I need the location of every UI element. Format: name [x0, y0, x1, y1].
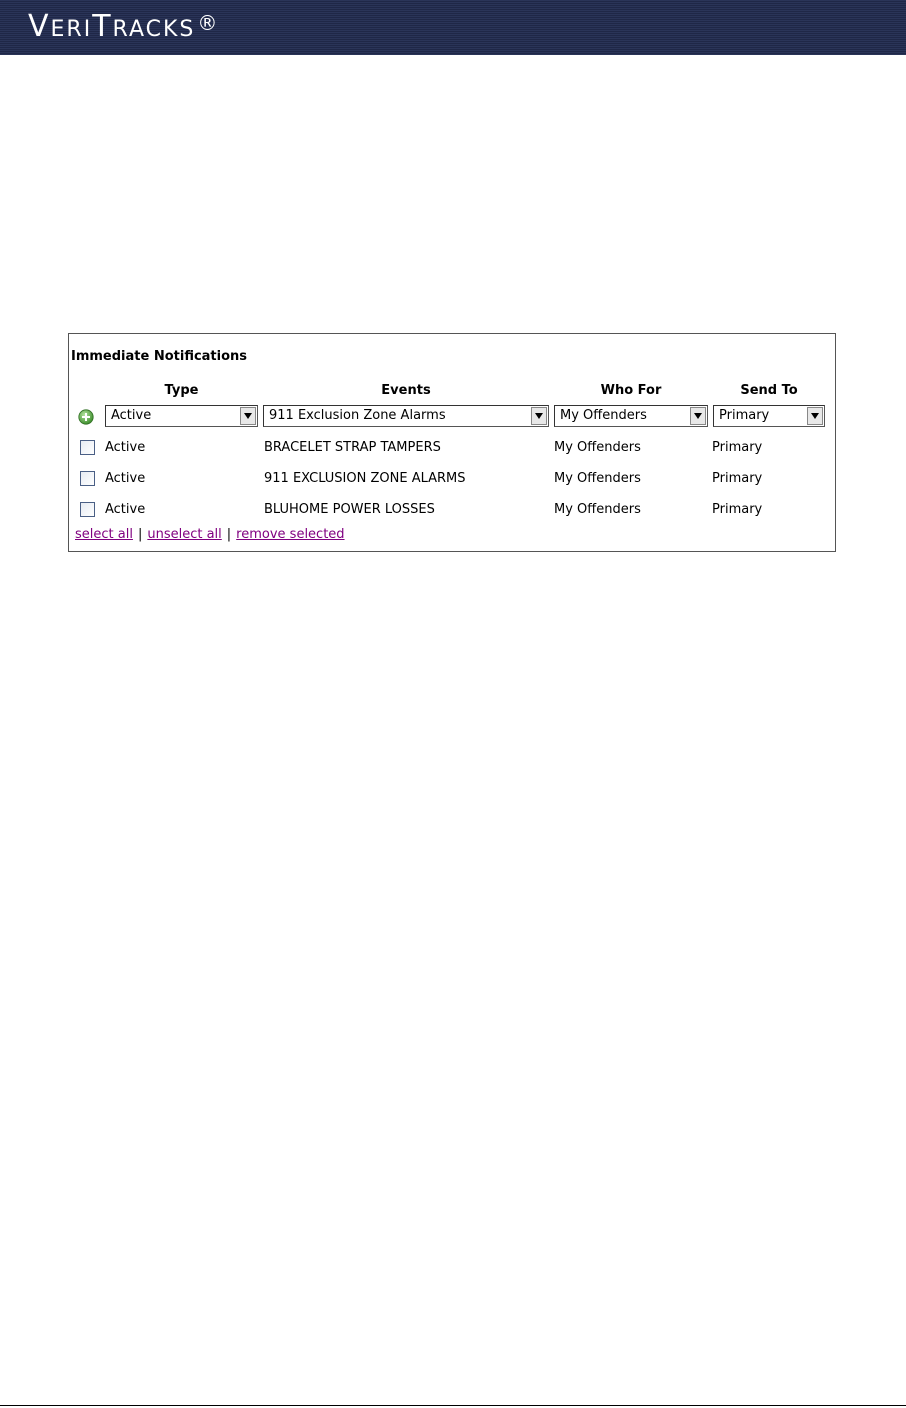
who-for-select-value: My Offenders [560, 408, 647, 423]
table-row [69, 469, 835, 489]
remove-selected-link[interactable]: remove selected [236, 527, 345, 542]
table-row [69, 500, 835, 520]
column-header-type: Type [164, 383, 199, 398]
type-select[interactable] [105, 405, 258, 427]
column-header-events: Events [381, 383, 431, 398]
logo-letter-t: T [92, 9, 113, 44]
column-header-who-for: Who For [600, 383, 662, 398]
link-separator: | [226, 527, 232, 542]
logo-text-racks: RACKS [112, 17, 196, 42]
veritracks-logo [28, 9, 219, 48]
row-checkbox[interactable] [80, 471, 95, 486]
row-checkbox[interactable] [80, 440, 95, 455]
panel-title: Immediate Notifications [71, 349, 248, 364]
events-select-value: 911 Exclusion Zone Alarms [269, 408, 446, 423]
table-row [69, 438, 835, 458]
select-all-link[interactable]: select all [75, 527, 133, 542]
events-select[interactable] [263, 405, 549, 427]
row-who-for: My Offenders [554, 502, 641, 517]
row-type: Active [105, 471, 146, 486]
row-event: BLUHOME POWER LOSSES [264, 502, 435, 517]
header-banner [0, 0, 906, 55]
immediate-notifications-panel [68, 333, 836, 552]
row-who-for: My Offenders [554, 471, 641, 486]
link-separator: | [137, 527, 143, 542]
chevron-down-icon[interactable] [690, 407, 706, 425]
logo-text-eri: ERI [50, 17, 93, 42]
row-who-for: My Offenders [554, 440, 641, 455]
row-event: BRACELET STRAP TAMPERS [264, 440, 441, 455]
registered-mark: ® [197, 11, 220, 35]
footer-divider [0, 1405, 906, 1406]
send-to-select-value: Primary [719, 408, 770, 423]
chevron-down-icon[interactable] [240, 407, 256, 425]
selection-links [75, 527, 345, 542]
row-event: 911 EXCLUSION ZONE ALARMS [264, 471, 466, 486]
logo-letter-v: V [28, 9, 51, 44]
row-send-to: Primary [712, 471, 763, 486]
unselect-all-link[interactable]: unselect all [147, 527, 222, 542]
row-type: Active [105, 440, 146, 455]
row-send-to: Primary [712, 502, 763, 517]
row-send-to: Primary [712, 440, 763, 455]
who-for-select[interactable] [554, 405, 708, 427]
row-checkbox[interactable] [80, 502, 95, 517]
type-select-value: Active [111, 408, 152, 423]
row-type: Active [105, 502, 146, 517]
chevron-down-icon[interactable] [531, 407, 547, 425]
chevron-down-icon[interactable] [807, 407, 823, 425]
send-to-select[interactable] [713, 405, 825, 427]
plus-circle-icon[interactable] [78, 409, 94, 425]
column-header-send-to: Send To [740, 383, 798, 398]
